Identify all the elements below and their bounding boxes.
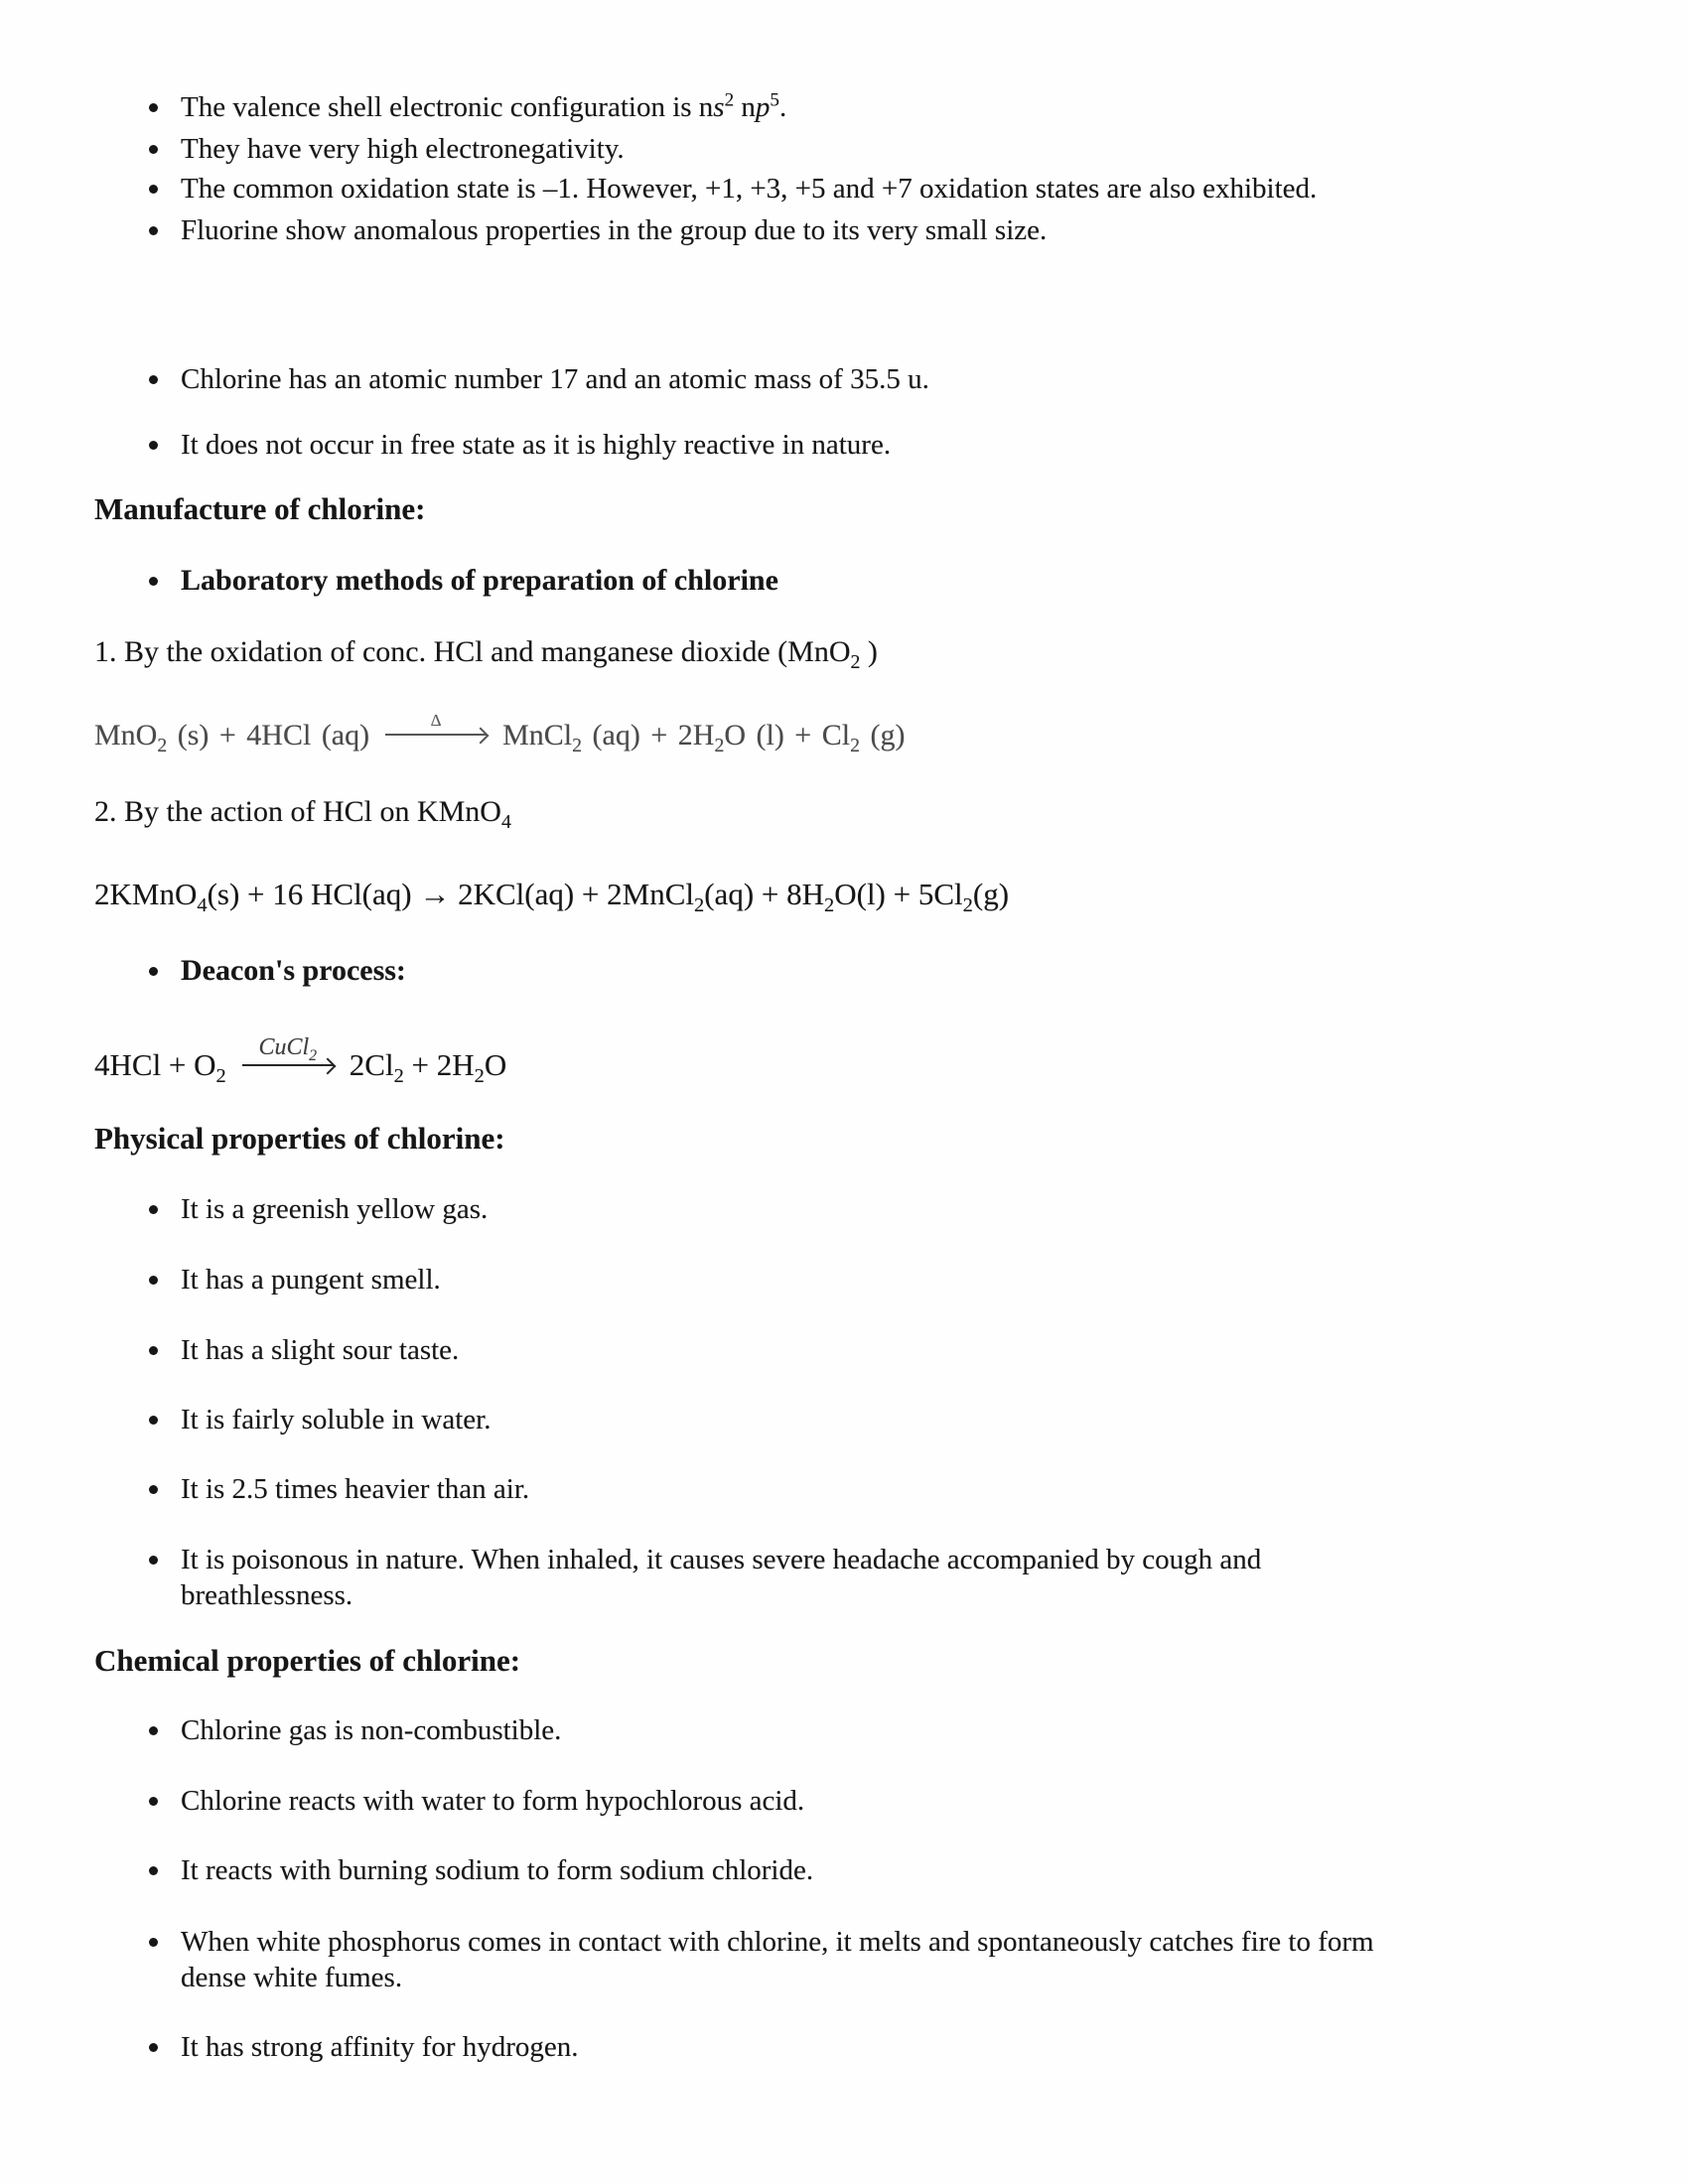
method-2-label: 2. By the action of HCl on KMnO$_4$ <box>94 795 511 833</box>
bullet-icon <box>149 1416 158 1425</box>
list-item <box>149 563 778 599</box>
bullet-icon <box>149 2043 158 2052</box>
bullet-icon <box>149 967 158 976</box>
list-item <box>149 1852 813 1888</box>
bullet-icon <box>149 1346 158 1355</box>
list-item <box>149 2029 579 2065</box>
arrow-condition-delta: Δ <box>430 711 442 730</box>
reaction-arrow <box>385 711 487 736</box>
bullet-text: It is poisonous in nature. When inhaled, it causes severe headache accompanied by cough and <box>181 1544 1262 1575</box>
equation-mno2-hcl <box>94 711 906 756</box>
reaction-arrow <box>242 1034 334 1066</box>
bullet-icon <box>149 1556 158 1565</box>
bullet-icon <box>149 1276 158 1285</box>
bullet-text: It has strong affinity for hydrogen. <box>181 2031 579 2063</box>
list-item <box>149 1542 1261 1613</box>
bullet-icon <box>149 103 158 112</box>
bullet-text: It has a slight sour taste. <box>181 1334 460 1366</box>
bullet-text: It is 2.5 times heavier than air. <box>181 1473 530 1505</box>
list-item <box>149 1332 459 1368</box>
bullet-text: breathlessness. <box>181 1579 353 1611</box>
bullet-icon <box>149 375 158 384</box>
bullet-icon <box>149 1205 158 1214</box>
list-item <box>149 1471 529 1507</box>
bullet-text: The common oxidation state is –1. However, +1, +3, +5 and +7 oxidation states are also exhibited. <box>181 173 1318 205</box>
bullet-text: When white phosphorus comes in contact with chlorine, it melts and spontaneously catches fire to form <box>181 1926 1374 1958</box>
list-item <box>149 1262 441 1297</box>
bullet-text: It is a greenish yellow gas. <box>181 1193 489 1225</box>
list-item <box>149 89 786 125</box>
bullet-text: dense white fumes. <box>181 1962 403 1993</box>
bullet-text: The valence shell electronic configuration is $ns^2$ $np^5$. <box>181 89 787 123</box>
equation-left: $4HCl + O_2$ <box>94 1047 226 1088</box>
list-item <box>149 171 1317 206</box>
bullet-icon <box>149 577 158 586</box>
bullet-icon <box>149 1726 158 1735</box>
bullet-icon <box>149 1866 158 1875</box>
bullet-text: Laboratory methods of preparation of chlorine <box>181 564 778 597</box>
bullet-text: Fluorine show anomalous properties in the group due to its very small size. <box>181 214 1048 246</box>
bullet-icon <box>149 1938 158 1947</box>
bullet-icon <box>149 441 158 450</box>
bullet-text: It reacts with burning sodium to form sodium chloride. <box>181 1854 814 1886</box>
section-heading-physical: Physical properties of chlorine: <box>94 1121 505 1156</box>
list-item <box>149 361 929 397</box>
section-heading-manufacture: Manufacture of chlorine: <box>94 491 426 526</box>
equation-left: MnO$_2$ (s) + 4HCl (aq) <box>94 719 370 756</box>
method-1-label: 1. By the oxidation of conc. HCl and manganese dioxide (MnO$_2$ ) <box>94 635 878 673</box>
list-item <box>149 1924 1374 1995</box>
bullet-icon <box>149 1797 158 1806</box>
list-item <box>149 1402 492 1437</box>
section-heading-chemical: Chemical properties of chlorine: <box>94 1643 521 1678</box>
equation-kmno4-hcl: 2KMnO$_4$(s) + 16 HCl(aq) → 2KCl(aq) + 2MnCl$_2$(aq) + $8H_2O(l) + 5Cl_2(g)$ <box>94 877 1010 917</box>
list-item <box>149 1712 561 1748</box>
bullet-icon <box>149 145 158 154</box>
bullet-text: It is fairly soluble in water. <box>181 1404 492 1435</box>
list-item <box>149 953 406 989</box>
bullet-text: They have very high electronegativity. <box>181 133 625 165</box>
bullet-icon <box>149 1485 158 1494</box>
bullet-text: It has a pungent smell. <box>181 1264 441 1296</box>
bullet-text: Deacon's process: <box>181 954 406 987</box>
bullet-icon <box>149 185 158 194</box>
equation-right: MnCl$_2$ $(aq) + 2H_2O$ $(l) + Cl_2$ (g) <box>502 719 906 756</box>
arrow-catalyst-cucl2: CuCl$_2$ <box>258 1034 318 1064</box>
bullet-text: Chlorine reacts with water to form hypochlorous acid. <box>181 1785 805 1817</box>
list-item <box>149 212 1047 248</box>
equation-deacons-process <box>94 1034 507 1088</box>
equation-right: $2Cl_2 + 2H_2O$ <box>349 1047 507 1088</box>
bullet-text: It does not occur in free state as it is highly reactive in nature. <box>181 429 892 461</box>
bullet-text: Chlorine gas is non-combustible. <box>181 1714 562 1746</box>
bullet-text: Chlorine has an atomic number 17 and an atomic mass of 35.5 u. <box>181 363 929 395</box>
list-item <box>149 427 891 463</box>
list-item <box>149 1191 488 1227</box>
bullet-icon <box>149 226 158 235</box>
list-item <box>149 1783 804 1819</box>
list-item <box>149 131 625 167</box>
